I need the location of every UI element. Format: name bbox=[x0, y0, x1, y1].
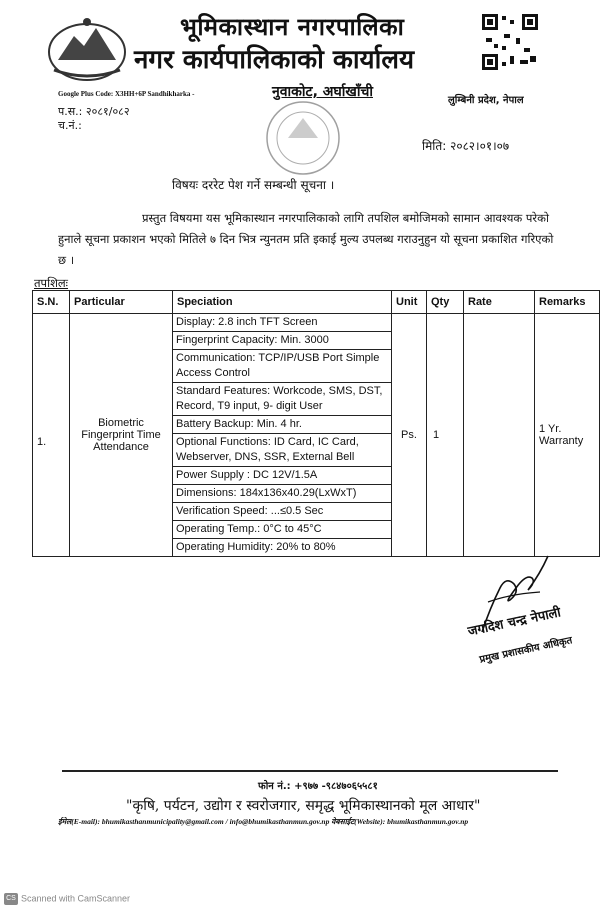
header-particular: Particular bbox=[70, 291, 173, 314]
google-plus-code: Google Plus Code: X3HH+6P Sandhikharka - bbox=[58, 90, 195, 98]
municipality-emblem bbox=[44, 12, 130, 84]
qr-code-icon bbox=[480, 12, 540, 72]
camscanner-logo-icon: CS bbox=[4, 893, 18, 905]
spec-item: Verification Speed: ...≤0.5 Sec bbox=[173, 503, 391, 521]
header-sn: S.N. bbox=[33, 291, 70, 314]
spec-item: Operating Temp.: 0°C to 45°C bbox=[173, 521, 391, 539]
details-label: तपशिलः bbox=[34, 276, 69, 290]
office-stamp bbox=[258, 96, 348, 180]
spec-item: Optional Functions: ID Card, IC Card, Webserver, DNS, SSR, External Bell bbox=[173, 434, 391, 467]
signatory-title: प्रमुख प्रशासकीय अधिकृत bbox=[478, 635, 574, 666]
province: लुम्बिनी प्रदेश, नेपाल bbox=[448, 95, 524, 106]
spec-item: Battery Backup: Min. 4 hr. bbox=[173, 416, 391, 434]
office-name-line2: नगर कार्यपालिकाको कार्यालय bbox=[134, 45, 415, 75]
cell-remarks: 1 Yr. Warranty bbox=[535, 314, 600, 557]
spec-item: Communication: TCP/IP/USB Port Simple Access Control bbox=[173, 350, 391, 383]
footer-contact: ईमेल(E-mail): bhumikasthanmunicipality@gmail.com / info@bhumikasthanmun.gov.np वेबसाईट(Website): bhumikasthanmun.gov.np bbox=[58, 817, 469, 826]
specification-table bbox=[32, 290, 600, 557]
cell-rate bbox=[464, 314, 535, 557]
cell-unit: Ps. bbox=[392, 314, 427, 557]
spec-item: Display: 2.8 inch TFT Screen bbox=[173, 314, 391, 332]
notice-paragraph: प्रस्तुत विषयमा यस भूमिकास्थान नगरपालिकाको लागि तपशिल बमोजिमको सामान आवश्यक परेको हुनाले सूचना प्रकाशन भएको मितिले ७ दिन भित्र न्युनतम प्रति इकाई मुल्य उपलब्ध गराउनुहुन यो सूचना प्रकाशित गरिएको छ । bbox=[58, 211, 554, 267]
spec-item: Operating Humidity: 20% to 80% bbox=[176, 541, 336, 553]
signatory-name: जगदिश चन्द्र नेपाली bbox=[466, 605, 563, 640]
table-header-row bbox=[33, 291, 600, 314]
letter-date: मिति: २०८२।०१।०७ bbox=[422, 139, 510, 153]
cell-specifications bbox=[173, 314, 392, 557]
header-remarks: Remarks bbox=[535, 291, 600, 314]
cell-qty: 1 bbox=[427, 314, 464, 557]
scanner-watermark bbox=[4, 893, 130, 905]
header-rate: Rate bbox=[464, 291, 535, 314]
footer-slogan: "कृषि, पर्यटन, उद्योग र स्वरोजगार, समृद्ध भूमिकास्थानको मूल आधार" bbox=[126, 798, 481, 814]
header-speciation: Speciation bbox=[173, 291, 392, 314]
cell-sn: 1. bbox=[33, 314, 70, 557]
cell-particular: Biometric Fingerprint Time Attendance bbox=[70, 314, 173, 557]
reference-number: प.स.: २०८१/०८२ bbox=[58, 105, 130, 118]
table-row bbox=[33, 314, 600, 557]
office-address: नुवाकोट, अर्घाखाँची bbox=[272, 84, 373, 100]
dispatch-number: च.नं.: bbox=[58, 119, 82, 132]
spec-item: Fingerprint Capacity: Min. 3000 bbox=[173, 332, 391, 350]
footer-divider bbox=[62, 770, 558, 772]
spec-item: Standard Features: Workcode, SMS, DST, Record, T9 input, 9- digit User bbox=[173, 383, 391, 416]
office-name-line1: भूमिकास्थान नगरपालिका bbox=[180, 13, 405, 41]
header-unit: Unit bbox=[392, 291, 427, 314]
footer-phone: फोन नं.: +९७७ -९८४७०६५५८१ bbox=[258, 781, 378, 792]
subject-line: विषयः दररेट पेश गर्ने सम्बन्धी सूचना । bbox=[172, 178, 335, 192]
scanner-text: Scanned with CamScanner bbox=[21, 893, 131, 904]
header-qty: Qty bbox=[427, 291, 464, 314]
spec-item: Dimensions: 184x136x40.29(LxWxT) bbox=[173, 485, 391, 503]
spec-item: Power Supply : DC 12V/1.5A bbox=[173, 467, 391, 485]
